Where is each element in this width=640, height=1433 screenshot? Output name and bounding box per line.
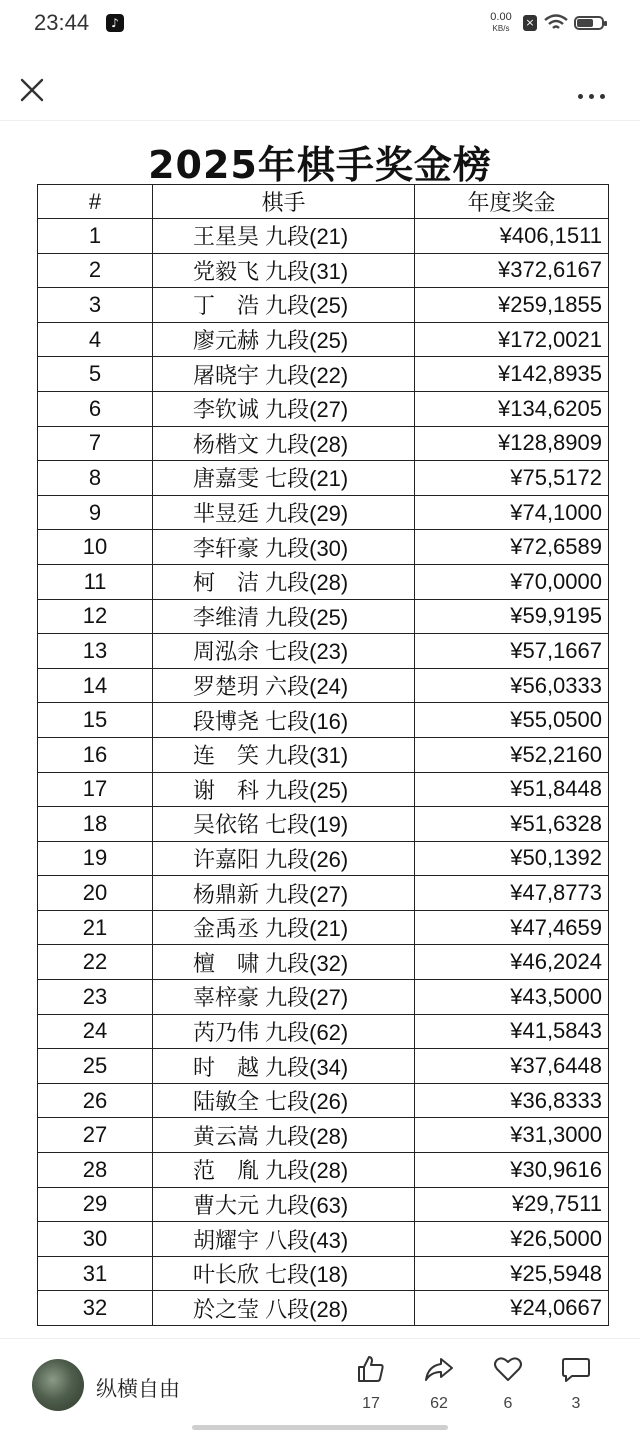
rank-cell: 27 bbox=[38, 1118, 153, 1153]
table-row bbox=[38, 357, 609, 392]
table-row bbox=[38, 1118, 609, 1153]
table-row bbox=[38, 1014, 609, 1049]
player-cell: 范 胤 九段(28) bbox=[153, 1153, 415, 1188]
rank-cell: 19 bbox=[38, 841, 153, 876]
battery-icon bbox=[574, 16, 604, 30]
player-cell: 杨楷文 九段(28) bbox=[153, 426, 415, 461]
rank-cell: 22 bbox=[38, 945, 153, 980]
player-cell: 廖元赫 九段(25) bbox=[153, 322, 415, 357]
bottom-bar bbox=[0, 1338, 640, 1433]
player-cell: 柯 洁 九段(28) bbox=[153, 564, 415, 599]
table-row bbox=[38, 1222, 609, 1257]
rank-cell: 21 bbox=[38, 910, 153, 945]
table-row bbox=[38, 1256, 609, 1291]
player-cell: 连 笑 九段(31) bbox=[153, 737, 415, 772]
table-row bbox=[38, 980, 609, 1015]
player-cell: 芮乃伟 九段(62) bbox=[153, 1014, 415, 1049]
comment-button[interactable] bbox=[556, 1353, 596, 1413]
like-button[interactable] bbox=[351, 1353, 391, 1413]
share-button[interactable] bbox=[419, 1353, 459, 1413]
top-bar bbox=[0, 58, 640, 121]
table-row bbox=[38, 253, 609, 288]
rank-cell: 25 bbox=[38, 1049, 153, 1084]
table-row bbox=[38, 945, 609, 980]
rank-cell: 15 bbox=[38, 703, 153, 738]
table-row bbox=[38, 737, 609, 772]
table-row bbox=[38, 1291, 609, 1326]
network-speed bbox=[484, 12, 518, 34]
table-row bbox=[38, 634, 609, 669]
prize-cell: ¥72,6589 bbox=[415, 530, 609, 565]
prize-cell: ¥25,5948 bbox=[415, 1256, 609, 1291]
rank-cell: 17 bbox=[38, 772, 153, 807]
rank-cell: 26 bbox=[38, 1083, 153, 1118]
rank-cell: 10 bbox=[38, 530, 153, 565]
prize-table bbox=[37, 184, 609, 1326]
player-cell: 丁 浩 九段(25) bbox=[153, 288, 415, 323]
table-row bbox=[38, 703, 609, 738]
player-cell: 吴依铭 七段(19) bbox=[153, 807, 415, 842]
prize-cell: ¥57,1667 bbox=[415, 634, 609, 669]
prize-cell: ¥56,0333 bbox=[415, 668, 609, 703]
player-cell: 辜梓豪 九段(27) bbox=[153, 980, 415, 1015]
wifi-icon bbox=[544, 14, 568, 32]
author-avatar[interactable] bbox=[32, 1359, 84, 1411]
player-cell: 叶长欣 七段(18) bbox=[153, 1256, 415, 1291]
player-cell: 屠晓宇 九段(22) bbox=[153, 357, 415, 392]
close-icon[interactable] bbox=[18, 76, 46, 104]
player-cell: 陆敏全 七段(26) bbox=[153, 1083, 415, 1118]
favorite-button[interactable] bbox=[488, 1353, 528, 1413]
table-row bbox=[38, 807, 609, 842]
more-icon[interactable] bbox=[578, 84, 614, 94]
like-count: 17 bbox=[362, 1395, 380, 1412]
prize-cell: ¥259,1855 bbox=[415, 288, 609, 323]
author-name[interactable]: 纵横自由 bbox=[96, 1377, 180, 1401]
rank-cell: 30 bbox=[38, 1222, 153, 1257]
prize-cell: ¥30,9616 bbox=[415, 1153, 609, 1188]
rank-cell: 32 bbox=[38, 1291, 153, 1326]
prize-cell: ¥134,6205 bbox=[415, 391, 609, 426]
rank-cell: 9 bbox=[38, 495, 153, 530]
header-rank: # bbox=[38, 185, 153, 219]
player-cell: 唐嘉雯 七段(21) bbox=[153, 461, 415, 496]
network-speed-unit: KB/s bbox=[492, 24, 510, 33]
player-cell: 许嘉阳 九段(26) bbox=[153, 841, 415, 876]
prize-cell: ¥74,1000 bbox=[415, 495, 609, 530]
player-cell: 檀 啸 九段(32) bbox=[153, 945, 415, 980]
player-cell: 罗楚玥 六段(24) bbox=[153, 668, 415, 703]
no-sim-icon: × bbox=[523, 15, 537, 31]
table-row bbox=[38, 1049, 609, 1084]
prize-cell: ¥51,8448 bbox=[415, 772, 609, 807]
rank-cell: 20 bbox=[38, 876, 153, 911]
player-cell: 李钦诚 九段(27) bbox=[153, 391, 415, 426]
table-row bbox=[38, 530, 609, 565]
prize-cell: ¥51,6328 bbox=[415, 807, 609, 842]
table-row bbox=[38, 772, 609, 807]
player-cell: 於之莹 八段(28) bbox=[153, 1291, 415, 1326]
post-image[interactable] bbox=[0, 122, 640, 1338]
rank-cell: 16 bbox=[38, 737, 153, 772]
rank-cell: 5 bbox=[38, 357, 153, 392]
table-row bbox=[38, 1153, 609, 1188]
prize-cell: ¥43,5000 bbox=[415, 980, 609, 1015]
player-cell: 黄云嵩 九段(28) bbox=[153, 1118, 415, 1153]
player-cell: 党毅飞 九段(31) bbox=[153, 253, 415, 288]
prize-cell: ¥41,5843 bbox=[415, 1014, 609, 1049]
share-icon bbox=[423, 1353, 455, 1385]
player-cell: 李轩豪 九段(30) bbox=[153, 530, 415, 565]
rank-cell: 6 bbox=[38, 391, 153, 426]
prize-cell: ¥406,1511 bbox=[415, 219, 609, 254]
prize-cell: ¥36,8333 bbox=[415, 1083, 609, 1118]
rank-cell: 24 bbox=[38, 1014, 153, 1049]
table-row bbox=[38, 322, 609, 357]
rank-cell: 7 bbox=[38, 426, 153, 461]
rank-cell: 23 bbox=[38, 980, 153, 1015]
table-row bbox=[38, 1083, 609, 1118]
comment-icon bbox=[560, 1353, 592, 1385]
favorite-count: 6 bbox=[503, 1395, 513, 1412]
network-speed-value: 0.00 bbox=[490, 11, 512, 23]
table-header-row bbox=[38, 185, 609, 219]
player-cell: 金禹丞 九段(21) bbox=[153, 910, 415, 945]
status-time: 23:44 bbox=[34, 10, 90, 35]
prize-cell: ¥70,0000 bbox=[415, 564, 609, 599]
table-row bbox=[38, 495, 609, 530]
prize-cell: ¥55,0500 bbox=[415, 703, 609, 738]
prize-cell: ¥37,6448 bbox=[415, 1049, 609, 1084]
table-row bbox=[38, 288, 609, 323]
prize-cell: ¥142,8935 bbox=[415, 357, 609, 392]
comment-count: 3 bbox=[571, 1395, 581, 1412]
table-row bbox=[38, 564, 609, 599]
status-bar bbox=[0, 0, 640, 50]
player-cell: 李维清 九段(25) bbox=[153, 599, 415, 634]
rank-cell: 13 bbox=[38, 634, 153, 669]
table-row bbox=[38, 461, 609, 496]
rank-cell: 31 bbox=[38, 1256, 153, 1291]
table-row bbox=[38, 910, 609, 945]
home-indicator[interactable] bbox=[192, 1425, 448, 1430]
prize-cell: ¥47,4659 bbox=[415, 910, 609, 945]
table-row bbox=[38, 1187, 609, 1222]
player-cell: 胡耀宇 八段(43) bbox=[153, 1222, 415, 1257]
prize-cell: ¥47,8773 bbox=[415, 876, 609, 911]
prize-cell: ¥128,8909 bbox=[415, 426, 609, 461]
prize-cell: ¥31,3000 bbox=[415, 1118, 609, 1153]
rank-cell: 3 bbox=[38, 288, 153, 323]
prize-cell: ¥59,9195 bbox=[415, 599, 609, 634]
prize-cell: ¥52,2160 bbox=[415, 737, 609, 772]
rank-cell: 11 bbox=[38, 564, 153, 599]
tiktok-notification-icon: ♪ bbox=[106, 14, 124, 32]
prize-cell: ¥24,0667 bbox=[415, 1291, 609, 1326]
prize-cell: ¥29,7511 bbox=[415, 1187, 609, 1222]
rank-cell: 18 bbox=[38, 807, 153, 842]
player-cell: 芈昱廷 九段(29) bbox=[153, 495, 415, 530]
player-cell: 王星昊 九段(21) bbox=[153, 219, 415, 254]
rank-cell: 2 bbox=[38, 253, 153, 288]
rank-cell: 28 bbox=[38, 1153, 153, 1188]
rank-cell: 4 bbox=[38, 322, 153, 357]
document-title: 2025年棋手奖金榜 bbox=[148, 143, 492, 187]
rank-cell: 8 bbox=[38, 461, 153, 496]
prize-cell: ¥46,2024 bbox=[415, 945, 609, 980]
table-row bbox=[38, 391, 609, 426]
heart-icon bbox=[492, 1353, 524, 1385]
player-cell: 杨鼎新 九段(27) bbox=[153, 876, 415, 911]
rank-cell: 29 bbox=[38, 1187, 153, 1222]
share-count: 62 bbox=[430, 1395, 448, 1412]
player-cell: 周泓余 七段(23) bbox=[153, 634, 415, 669]
prize-cell: ¥75,5172 bbox=[415, 461, 609, 496]
header-player: 棋手 bbox=[153, 185, 415, 219]
prize-cell: ¥172,0021 bbox=[415, 322, 609, 357]
prize-cell: ¥50,1392 bbox=[415, 841, 609, 876]
table-row bbox=[38, 668, 609, 703]
thumbs-up-icon bbox=[355, 1353, 387, 1385]
table-row bbox=[38, 876, 609, 911]
rank-cell: 1 bbox=[38, 219, 153, 254]
player-cell: 谢 科 九段(25) bbox=[153, 772, 415, 807]
player-cell: 时 越 九段(34) bbox=[153, 1049, 415, 1084]
table-row bbox=[38, 219, 609, 254]
table-body bbox=[38, 219, 609, 1326]
player-cell: 段博尧 七段(16) bbox=[153, 703, 415, 738]
rank-cell: 12 bbox=[38, 599, 153, 634]
prize-cell: ¥372,6167 bbox=[415, 253, 609, 288]
table-row bbox=[38, 841, 609, 876]
table-row bbox=[38, 426, 609, 461]
rank-cell: 14 bbox=[38, 668, 153, 703]
table-row bbox=[38, 599, 609, 634]
prize-cell: ¥26,5000 bbox=[415, 1222, 609, 1257]
header-prize: 年度奖金 bbox=[415, 185, 609, 219]
player-cell: 曹大元 九段(63) bbox=[153, 1187, 415, 1222]
